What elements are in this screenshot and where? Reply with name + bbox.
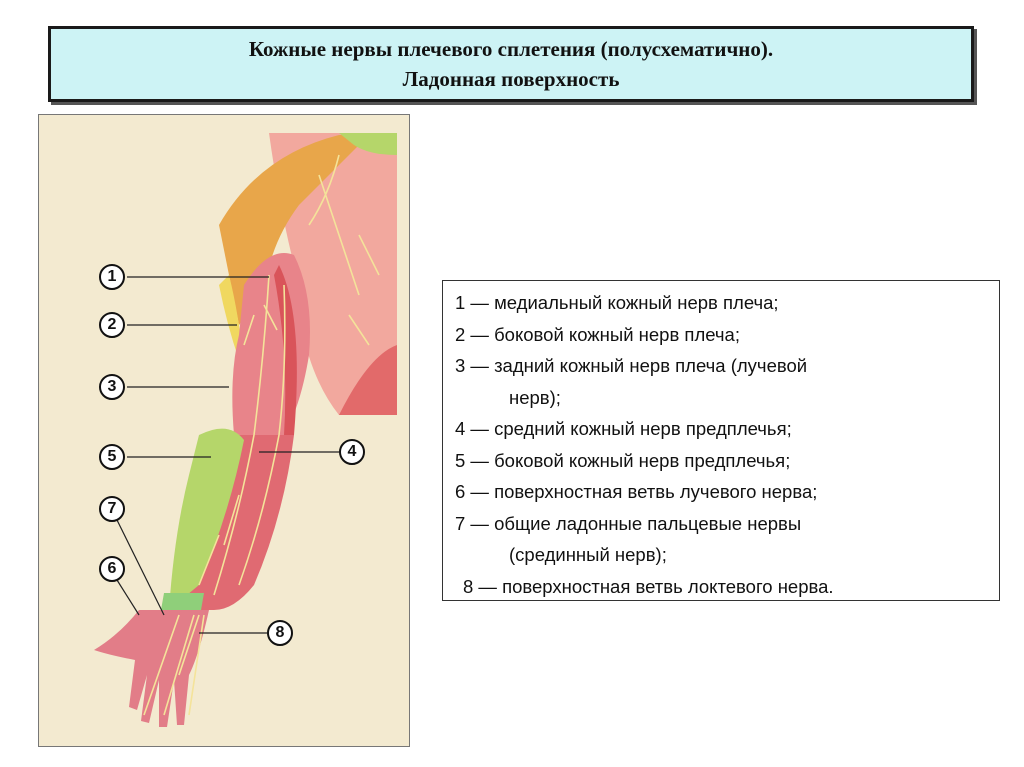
legend-item-3: 3 — задний кожный нерв плеча (лучевой <box>455 355 808 376</box>
callout-8: 8 <box>267 620 293 646</box>
legend-item-6: 6 — поверхностная ветвь лучевого нерва; <box>455 481 818 502</box>
legend-item-2: 2 — боковой кожный нерв плеча; <box>455 323 740 345</box>
legend-item-8: 8 — поверхностная ветвь локтевого нерва. <box>463 575 834 597</box>
legend-item-5: 5 — боковой кожный нерв предплечья; <box>455 449 791 471</box>
legend-box <box>442 280 1000 601</box>
anatomy-figure <box>38 114 410 747</box>
legend-item-4: 4 — средний кожный нерв предплечья; <box>455 418 792 439</box>
callout-7: 7 <box>99 496 125 522</box>
legend-item-7: 7 — общие ладонные пальцевые нервы <box>455 512 802 534</box>
legend-item-7-cont: (срединный нерв); <box>509 544 667 565</box>
arm-illustration <box>39 115 411 748</box>
callout-4: 4 <box>339 439 365 465</box>
hand <box>94 610 209 727</box>
title-banner <box>48 26 974 102</box>
callout-6: 6 <box>99 556 125 582</box>
callout-5: 5 <box>99 444 125 470</box>
title-line-1: Кожные нервы плечевого сплетения (полусхематично). <box>248 37 774 61</box>
legend-item-1: 1 — медиальный кожный нерв плеча; <box>455 292 779 313</box>
wrist-band <box>161 593 204 610</box>
legend-item-3-cont: нерв); <box>509 386 561 408</box>
title-line-2: Ладонная поверхность <box>402 67 620 91</box>
callout-1: 1 <box>99 264 125 290</box>
callout-2: 2 <box>99 312 125 338</box>
callout-3: 3 <box>99 374 125 400</box>
